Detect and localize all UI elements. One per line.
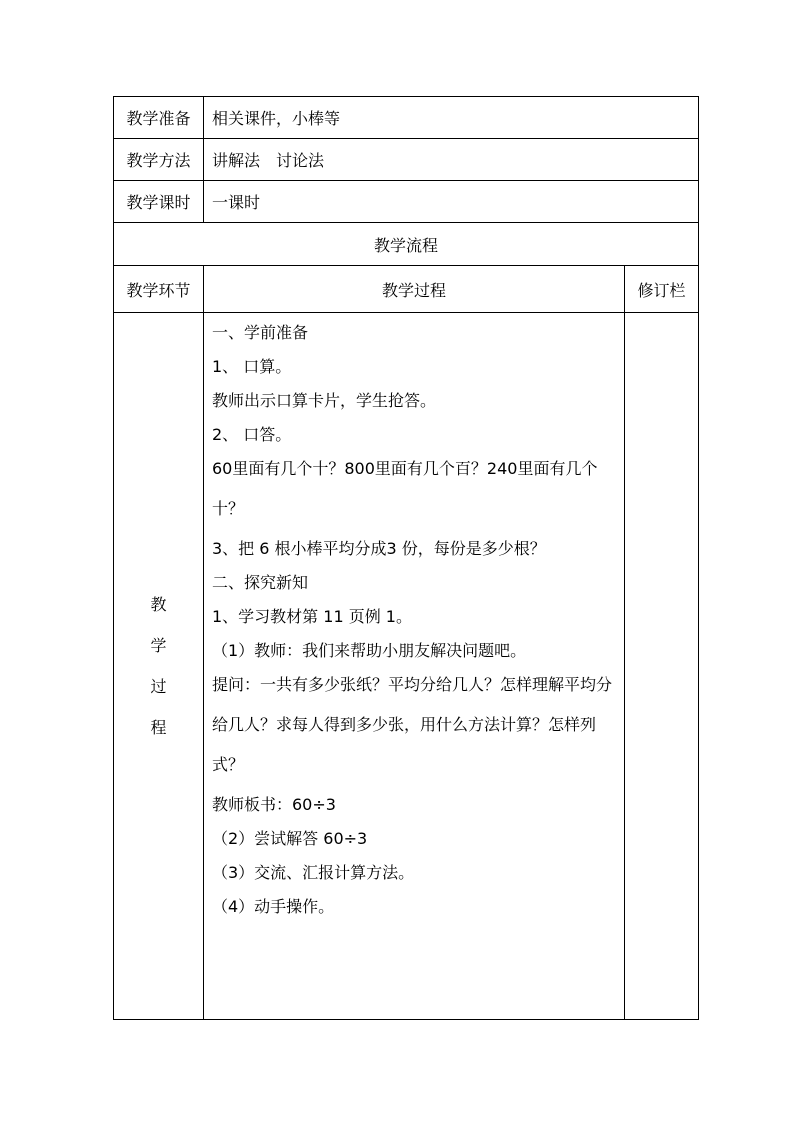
process-line: 1、学习教材第 11 页例 1。: [212, 607, 412, 626]
header-revision: 修订栏: [625, 266, 699, 313]
stage-char: 教: [150, 595, 167, 614]
process-line: 1、 口算。: [212, 357, 292, 376]
process-line: 教师板书：60÷3: [212, 795, 336, 814]
process-line: 二、探究新知: [212, 573, 309, 592]
row-headers: [114, 266, 699, 313]
row-process: [114, 313, 699, 1020]
hours-value: 一课时: [204, 181, 699, 223]
process-line: （1）教师：我们来帮助小朋友解决问题吧。: [212, 641, 527, 660]
stage-char: 学: [150, 636, 167, 655]
row-hours: [114, 181, 699, 223]
revision-cell: [625, 313, 699, 1020]
method-label: 教学方法: [114, 139, 204, 181]
process-line: （2）尝试解答 60÷3: [212, 829, 368, 848]
method-value: 讲解法 讨论法: [204, 139, 699, 181]
stage-label: [114, 313, 204, 1020]
row-method: [114, 139, 699, 181]
prep-label: 教学准备: [114, 97, 204, 139]
stage-char: 过: [150, 677, 167, 696]
header-stage: 教学环节: [114, 266, 204, 313]
process-line: 60里面有几个十？800里面有几个百？240里面有几个十？: [212, 459, 598, 518]
process-line: 3、把 6 根小棒平均分成3 份，每份是多少根？: [212, 539, 546, 558]
process-line: 2、 口答。: [212, 425, 292, 444]
process-line: 提问：一共有多少张纸？平均分给几人？怎样理解平均分给几人？求每人得到多少张，用什么方法计算？怎样列式？: [212, 675, 613, 774]
flow-title: 教学流程: [114, 223, 699, 266]
process-content: [204, 313, 625, 1020]
process-line: 教师出示口算卡片，学生抢答。: [212, 391, 437, 410]
lesson-plan-table: [113, 96, 699, 1020]
process-line: （4）动手操作。: [212, 897, 335, 916]
process-line: 一、学前准备: [212, 323, 309, 342]
prep-value: 相关课件，小棒等: [204, 97, 699, 139]
row-flow-title: [114, 223, 699, 266]
stage-char: 程: [150, 718, 167, 737]
row-prep: [114, 97, 699, 139]
process-line: （3）交流、汇报计算方法。: [212, 863, 415, 882]
header-process: 教学过程: [204, 266, 625, 313]
hours-label: 教学课时: [114, 181, 204, 223]
